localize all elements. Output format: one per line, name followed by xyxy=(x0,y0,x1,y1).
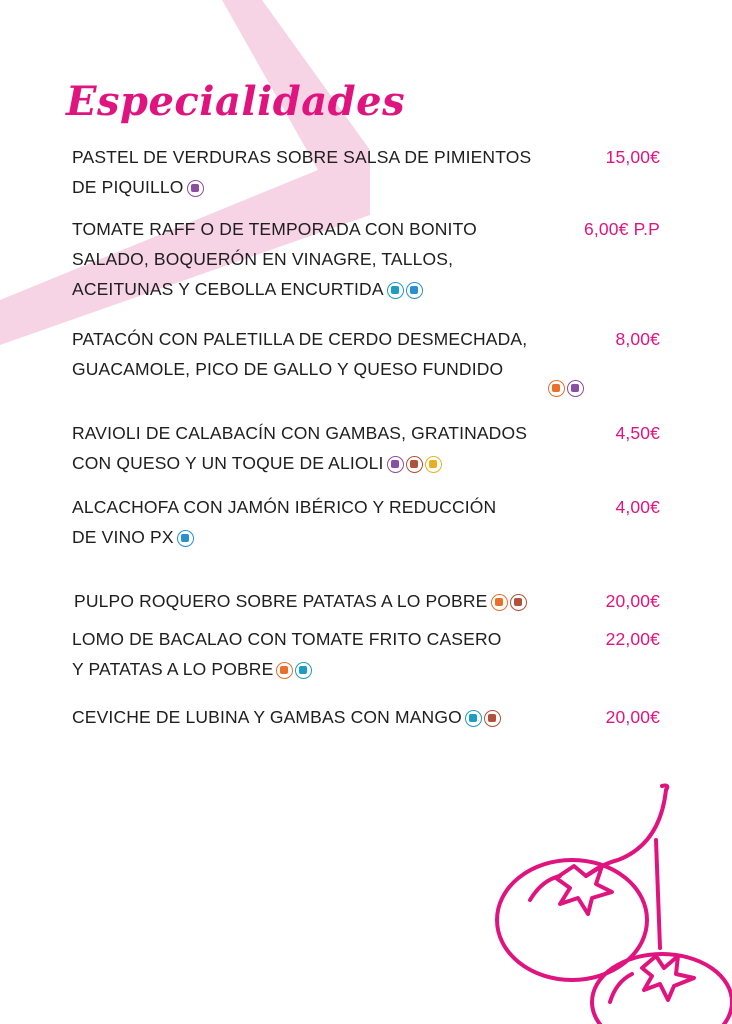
allergen-purple-icon xyxy=(387,456,404,473)
dish-price: 20,00€ xyxy=(605,591,660,611)
dish-price: 15,00€ xyxy=(605,147,660,167)
dish-name: PULPO ROQUERO SOBRE PATATAS A LO POBRE xyxy=(74,591,488,611)
allergen-teal-icon xyxy=(465,710,482,727)
dish-name: RAVIOLI DE CALABACÍN CON GAMBAS, GRATINADOS CON QUESO Y UN TOQUE DE ALIOLI xyxy=(72,423,528,473)
dish-name: PASTEL DE VERDURAS SOBRE SALSA DE PIMIENTOS DE PIQUILLO xyxy=(72,147,532,197)
menu-item xyxy=(72,142,672,202)
dish-price: 22,00€ xyxy=(605,629,660,649)
tomato-illustration xyxy=(490,780,732,1024)
allergen-yellow-icon xyxy=(425,456,442,473)
allergen-icons xyxy=(177,530,194,547)
allergen-blue-icon xyxy=(406,282,423,299)
dish-name: PATACÓN CON PALETILLA DE CERDO DESMECHADA, GUACAMOLE, PICO DE GALLO Y QUESO FUNDIDO xyxy=(72,329,528,379)
dish-name: CEVICHE DE LUBINA Y GAMBAS CON MANGO xyxy=(72,707,462,727)
allergen-orange-icon xyxy=(276,662,293,679)
allergen-brown-icon xyxy=(406,456,423,473)
dish-name: TOMATE RAFF O DE TEMPORADA CON BONITO SALADO, BOQUERÓN EN VINAGRE, TALLOS, ACEITUNAS Y CEBOLLA ENCURTIDA xyxy=(72,219,477,299)
section-title: Especialidades xyxy=(66,78,406,125)
allergen-icons xyxy=(276,662,312,679)
menu-item xyxy=(72,418,672,478)
menu-item xyxy=(72,492,672,552)
allergen-orange-icon xyxy=(491,594,508,611)
allergen-purple-icon xyxy=(567,380,584,397)
allergen-brown-icon xyxy=(484,710,501,727)
dish-price: 6,00€ P.P xyxy=(584,219,660,239)
menu-item xyxy=(72,702,672,732)
menu-item xyxy=(72,324,672,397)
allergen-brown-icon xyxy=(510,594,527,611)
menu-item xyxy=(74,586,672,616)
allergen-purple-icon xyxy=(187,180,204,197)
allergen-icons xyxy=(187,180,204,197)
allergen-teal-icon xyxy=(295,662,312,679)
dish-price: 4,00€ xyxy=(615,497,660,517)
dish-name: ALCACHOFA CON JAMÓN IBÉRICO Y REDUCCIÓN DE VINO PX xyxy=(72,497,497,547)
dish-price: 4,50€ xyxy=(615,423,660,443)
allergen-icons xyxy=(75,380,672,397)
allergen-blue-icon xyxy=(177,530,194,547)
allergen-icons xyxy=(387,456,442,473)
allergen-icons xyxy=(465,710,501,727)
allergen-icons xyxy=(387,282,423,299)
allergen-orange-icon xyxy=(548,380,565,397)
allergen-teal-icon xyxy=(387,282,404,299)
menu-item xyxy=(72,624,672,684)
dish-name: LOMO DE BACALAO CON TOMATE FRITO CASERO Y PATATAS A LO POBRE xyxy=(72,629,502,679)
menu-item xyxy=(72,214,672,304)
dish-price: 8,00€ xyxy=(615,329,660,349)
dish-price: 20,00€ xyxy=(605,707,660,727)
allergen-icons xyxy=(491,594,527,611)
